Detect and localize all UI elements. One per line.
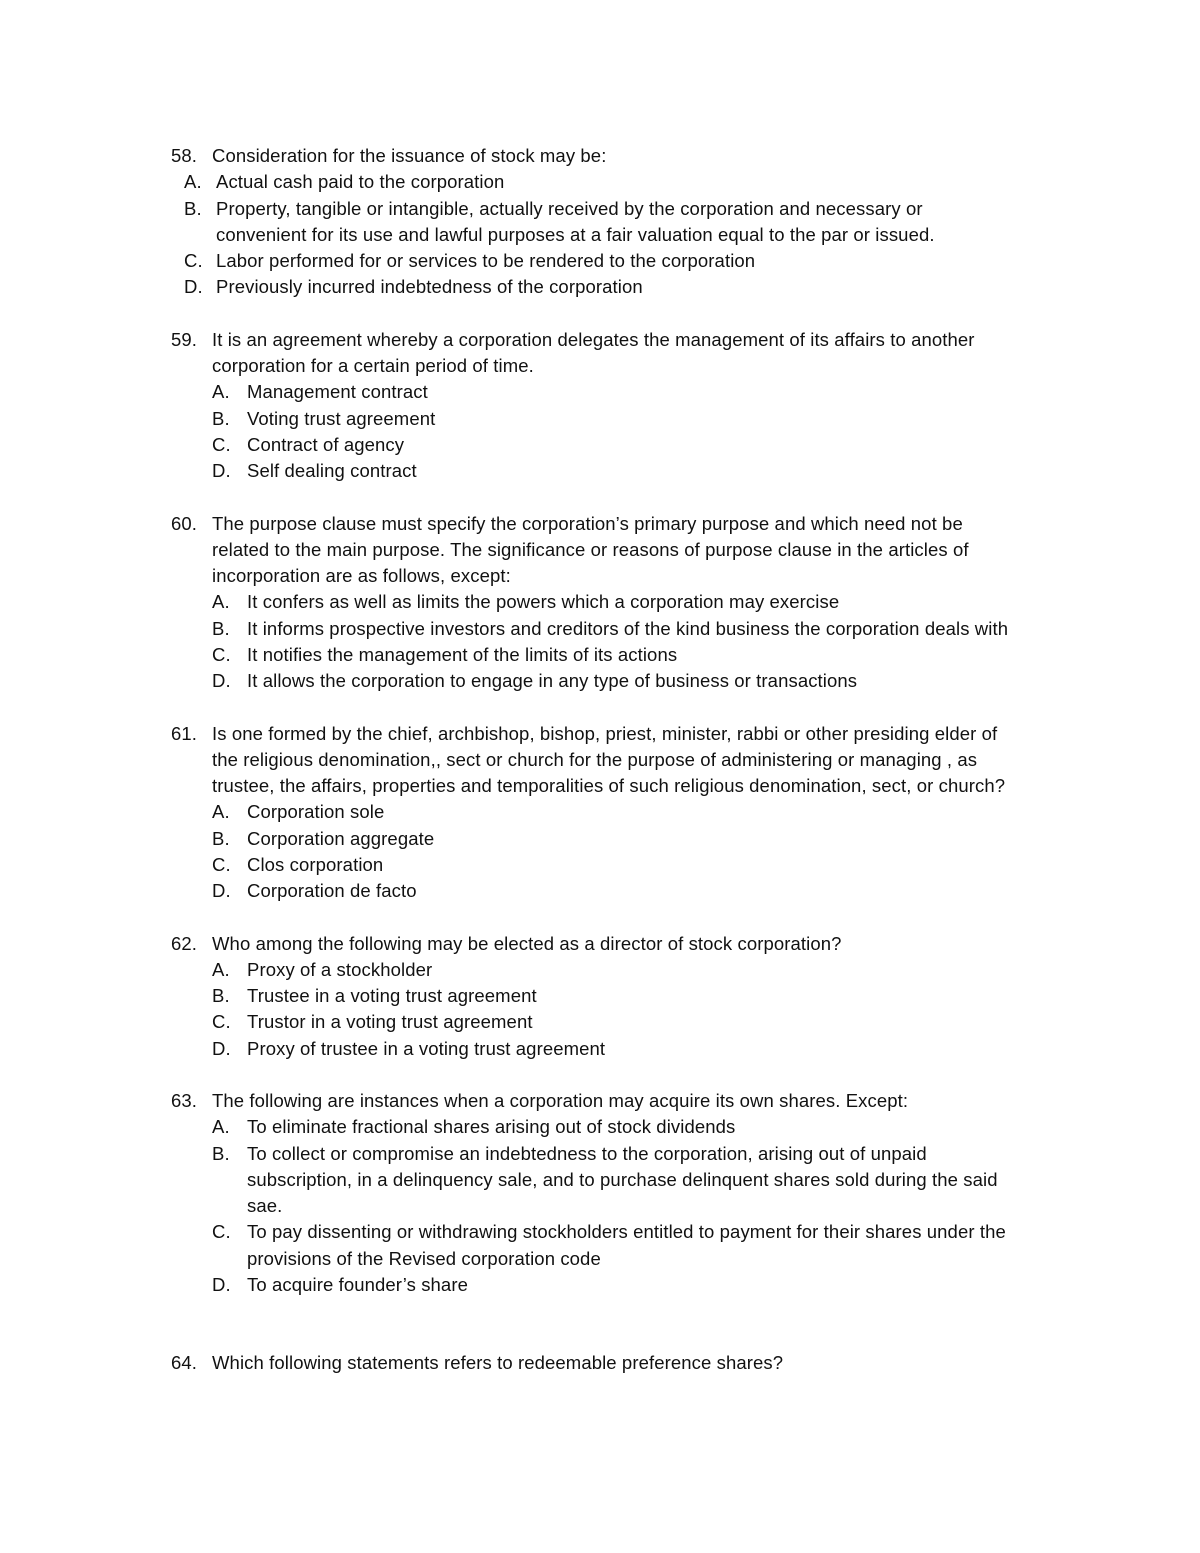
option-letter: B. [212, 827, 230, 849]
option-letter: C. [212, 853, 231, 875]
question-text: It is an agreement whereby a corporation delegates the management of its affairs to another [212, 328, 975, 350]
option-text: Voting trust agreement [247, 407, 436, 429]
option-a-line [0, 589, 1200, 615]
question-62-line [0, 931, 1200, 957]
option-letter: C. [184, 250, 203, 271]
question-number: 62. [171, 932, 198, 954]
option-text: Self dealing contract [247, 460, 417, 481]
option-letter: C. [212, 433, 231, 455]
option-b-line [0, 983, 1200, 1009]
question-number: 59. [171, 328, 198, 350]
option-text: It allows the corporation to engage in any type of business or transactions [247, 670, 858, 691]
option-text: It confers as well as limits the powers which a corporation may exercise [247, 591, 840, 613]
option-b-line [0, 826, 1200, 852]
option-text: Corporation de facto [247, 880, 417, 901]
option-letter: B. [212, 1142, 230, 1164]
option-c-line [0, 1219, 1200, 1245]
option-c-line [0, 852, 1200, 878]
question-text: corporation for a certain period of time. [212, 355, 534, 376]
question-60-line [0, 563, 1200, 589]
option-letter: D. [212, 1273, 231, 1295]
option-b-line [0, 1141, 1200, 1167]
option-d-line [0, 274, 1200, 300]
option-c-line [0, 1009, 1200, 1035]
option-text: Proxy of a stockholder [247, 958, 433, 980]
option-letter: A. [212, 1116, 230, 1138]
option-b-line [0, 222, 1200, 248]
option-text: Actual cash paid to the corporation [216, 171, 505, 193]
option-a-line [0, 379, 1200, 405]
option-letter: D. [212, 670, 231, 691]
question-text: Who among the following may be elected as a director of stock corporation? [212, 932, 842, 954]
option-b-line [0, 1193, 1200, 1219]
option-letter: B. [212, 617, 230, 639]
option-letter: D. [212, 460, 231, 481]
option-letter: D. [184, 276, 203, 298]
option-a-line [0, 1114, 1200, 1140]
question-text: The purpose clause must specify the corporation’s primary purpose and which need not be [212, 512, 963, 534]
option-text: It informs prospective investors and creditors of the kind business the corporation deals with [247, 617, 1009, 639]
option-text: Corporation aggregate [247, 827, 435, 849]
option-text: provisions of the Revised corporation code [247, 1247, 601, 1269]
option-b-line [0, 1167, 1200, 1193]
option-text: To acquire founder’s share [247, 1273, 468, 1295]
question-text: Consideration for the issuance of stock may be: [212, 145, 607, 166]
option-text: To eliminate fractional shares arising out of stock dividends [247, 1116, 736, 1138]
option-text: Corporation sole [247, 801, 385, 823]
option-d-line [0, 878, 1200, 904]
option-letter: A. [184, 171, 202, 193]
option-c-line [0, 432, 1200, 458]
question-number: 60. [171, 512, 198, 534]
option-text: To collect or compromise an indebtedness to the corporation, arising out of unpaid [247, 1142, 927, 1164]
question-61-line [0, 747, 1200, 773]
question-text: the religious denomination,, sect or church for the purpose of administering or managing , as [212, 748, 978, 770]
option-d-line [0, 1272, 1200, 1298]
option-letter: B. [212, 985, 230, 1006]
question-60-line [0, 511, 1200, 537]
option-text: Management contract [247, 381, 428, 403]
option-text: Property, tangible or intangible, actually received by the corporation and necessary or [216, 197, 923, 219]
option-letter: D. [212, 880, 231, 901]
option-letter: C. [212, 643, 231, 665]
option-letter: A. [212, 591, 230, 613]
option-d-line [0, 1036, 1200, 1062]
option-d-line [0, 458, 1200, 484]
question-number: 58. [171, 145, 198, 166]
question-number: 63. [171, 1090, 198, 1111]
question-60-line [0, 537, 1200, 563]
option-c-line [0, 1246, 1200, 1272]
option-text: Proxy of trustee in a voting trust agreement [247, 1037, 606, 1059]
option-text: sae. [247, 1195, 283, 1216]
option-text: Clos corporation [247, 853, 384, 875]
question-61-line [0, 721, 1200, 747]
option-letter: B. [184, 197, 202, 219]
question-text: trustee, the affairs, properties and temporalities of such religious denomination, sect, or church? [212, 775, 1006, 796]
option-text: subscription, in a delinquency sale, and to purchase delinquent shares sold during the said [247, 1168, 998, 1190]
question-63-line [0, 1088, 1200, 1114]
question-58-line [0, 143, 1200, 169]
option-text: Trustor in a voting trust agreement [247, 1011, 533, 1033]
option-text: It notifies the management of the limits of its actions [247, 643, 678, 665]
option-letter: A. [212, 381, 230, 403]
question-59-line [0, 353, 1200, 379]
option-letter: C. [212, 1011, 231, 1033]
option-b-line [0, 406, 1200, 432]
option-a-line [0, 799, 1200, 825]
question-number: 64. [171, 1352, 198, 1374]
option-text: Trustee in a voting trust agreement [247, 985, 537, 1006]
option-text: convenient for its use and lawful purposes at a fair valuation equal to the par or issued. [216, 223, 935, 245]
option-text: Contract of agency [247, 433, 405, 455]
option-letter: C. [212, 1221, 231, 1243]
question-text: incorporation are as follows, except: [212, 565, 511, 586]
option-letter: B. [212, 407, 230, 429]
option-a-line [0, 169, 1200, 195]
option-letter: D. [212, 1037, 231, 1059]
option-a-line [0, 957, 1200, 983]
question-text: related to the main purpose. The significance or reasons of purpose clause in the articles of [212, 538, 969, 560]
question-text: The following are instances when a corporation may acquire its own shares. Except: [212, 1090, 909, 1111]
option-text: To pay dissenting or withdrawing stockholders entitled to payment for their shares under the [247, 1221, 1006, 1243]
question-61-line [0, 773, 1200, 799]
option-c-line [0, 642, 1200, 668]
option-text: Labor performed for or services to be rendered to the corporation [216, 250, 756, 271]
option-text: Previously incurred indebtedness of the corporation [216, 276, 643, 298]
question-59-line [0, 327, 1200, 353]
option-letter: A. [212, 801, 230, 823]
question-64-line [0, 1350, 1200, 1376]
option-letter: A. [212, 958, 230, 980]
question-text: Is one formed by the chief, archbishop, bishop, priest, minister, rabbi or other presiding elder of [212, 722, 998, 744]
option-c-line [0, 248, 1200, 274]
question-text: Which following statements refers to redeemable preference shares? [212, 1352, 784, 1374]
option-b-line [0, 196, 1200, 222]
option-b-line [0, 616, 1200, 642]
option-d-line [0, 668, 1200, 694]
question-number: 61. [171, 722, 198, 744]
